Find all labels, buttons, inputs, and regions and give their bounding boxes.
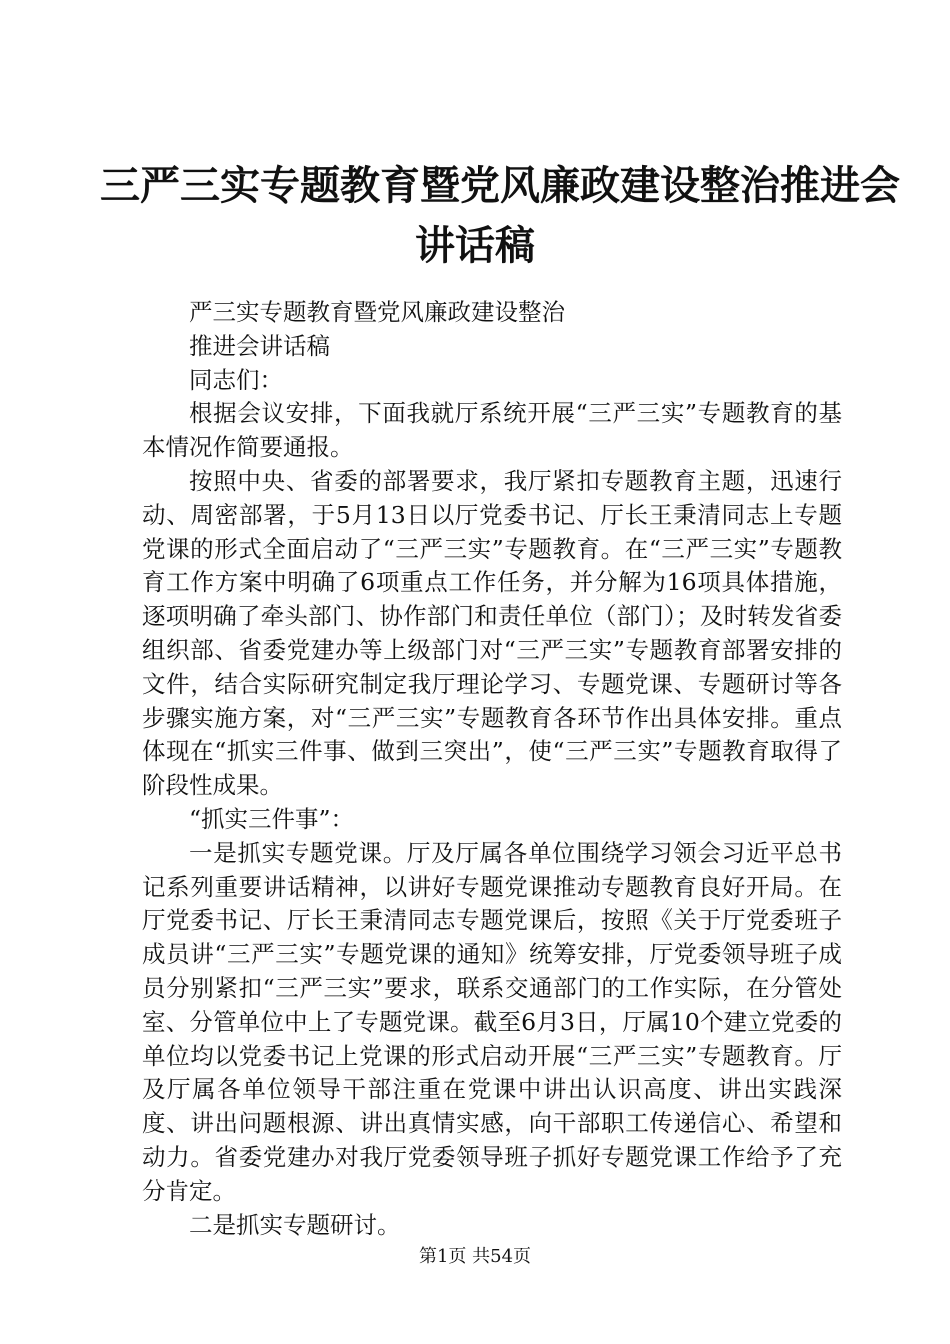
paragraph-heading-three-things: “抓实三件事”： [189,804,355,833]
paragraph-intro: 根据会议安排，下面我就厅系统开展“三严三实”专题教育的基本情况作简要通报。 [142,399,842,462]
document-title-line-2: 讲话稿 [415,222,535,269]
paragraph-salutation: 同志们： [189,365,283,394]
paragraph-party-lectures: 一是抓实专题党课。厅及厅属各单位围绕学习领会习近平总书记系列重要讲话精神，以讲好专题党课推动专题教育良好开局。在厅党委书记、厅长王秉清同志专题党课后，按照《关于厅党委班子成员讲“三严三实”专题党课的通知》统筹安排，厅党委领导班子成员分别紧扣“三严三实”要求，联系交通部门的工作实际，在分管处室、分管单位中上了专题党课。截至6月3日，厅属10个建立党委的单位均以党委书记上党课的形式启动开展“三严三实”专题教育。厅及厅属各单位领导干部注重在党课中讲出认识高度、讲出实践深度、讲出问题根源、讲出真情实感，向干部职工传递信心、希望和动力。省委党建办对我厅党委领导班子抓好专题党课工作给予了充分肯定。 [142,838,842,1205]
page-number-footer: 第1页 共54页 [418,1246,532,1267]
document-body [142,296,842,1242]
paragraph-seminars: 二是抓实专题研讨。 [189,1210,401,1239]
paragraph-subtitle-2: 推进会讲话稿 [189,331,330,360]
paragraph-deployment: 按照中央、省委的部署要求，我厅紧扣专题教育主题，迅速行动、周密部署，于5月13日以厅党委书记、厅长王秉清同志上专题党课的形式全面启动了“三严三实”专题教育。在“三严三实”专题教育工作方案中明确了6项重点工作任务，并分解为16项具体措施，逐项明确了牵头部门、协作部门和责任单位（部门）；及时转发省委组织部、省委党建办等上级部门对“三严三实”专题教育部署安排的文件，结合实际研究制定我厅理论学习、专题党课、专题研讨等各步骤实施方案，对“三严三实”专题教育各环节作出具体安排。重点体现在“抓实三件事、做到三突出”，使“三严三实”专题教育取得了阶段性成果。 [142,466,842,800]
document-title-line-1: 三严三实专题教育暨党风廉政建设整治推进会 [100,162,900,209]
paragraph-subtitle-1: 严三实专题教育暨党风廉政建设整治 [189,298,565,326]
